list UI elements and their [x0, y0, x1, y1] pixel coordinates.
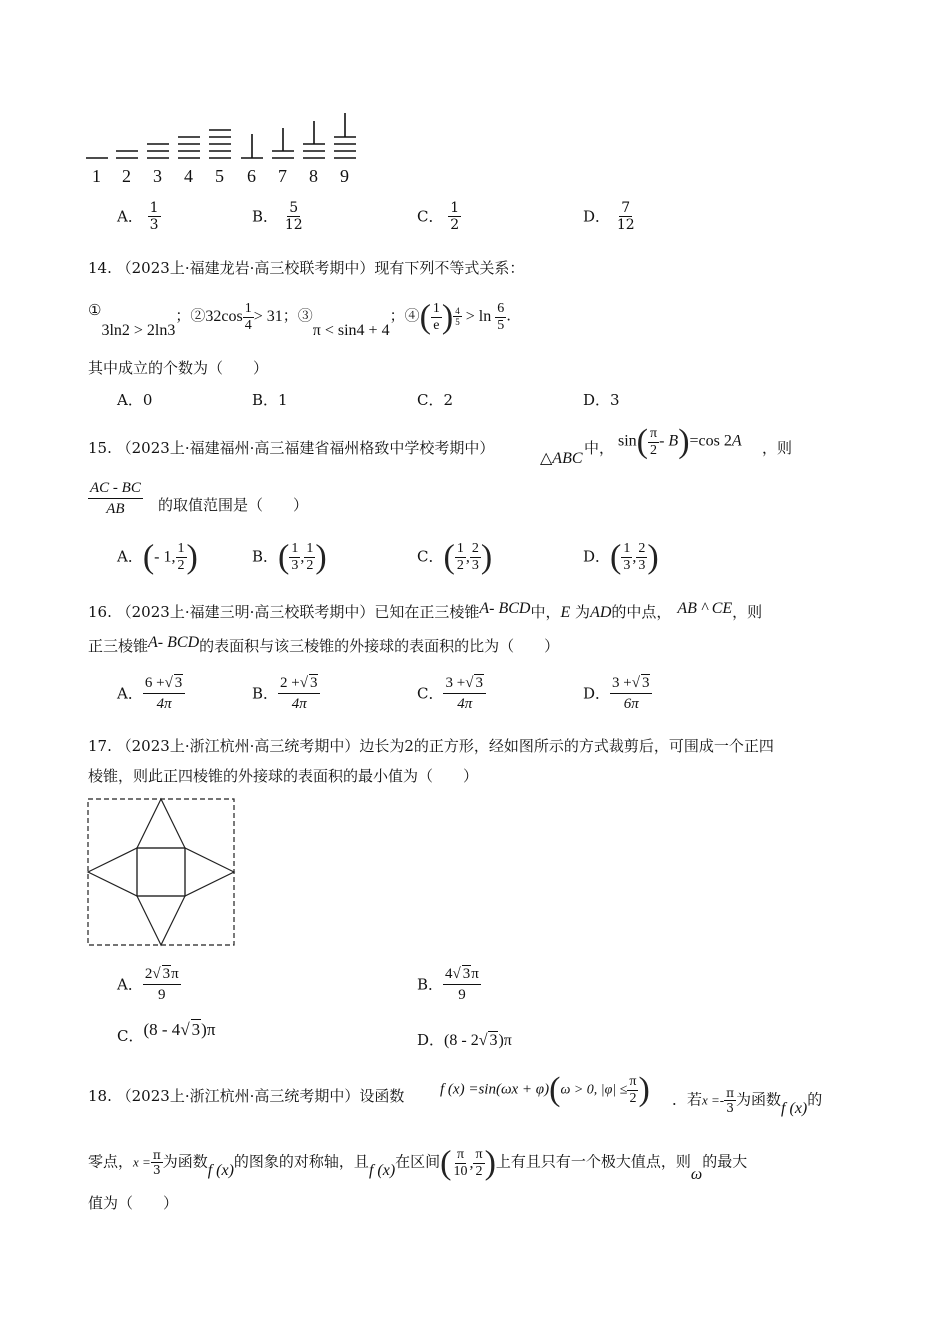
option-value: 1 [278, 391, 288, 409]
paren: ( [142, 538, 155, 575]
question-number: 16. [88, 603, 112, 621]
question-text: （2023上·浙江杭州·高三统考期中）边长为2的正方形，经如图所示的方式裁剪后，可围成一个正四 [116, 737, 774, 755]
comma: , [469, 1154, 474, 1171]
denominator: 4 [244, 317, 252, 333]
rod-label-7: 7 [278, 166, 287, 186]
fraction [724, 1086, 736, 1115]
left-bound: - 1, [154, 548, 176, 565]
fraction [495, 301, 506, 334]
denominator: 4π [457, 696, 473, 712]
q15-then: ，则 [762, 439, 793, 457]
numerator: π [650, 425, 658, 441]
minus-b: - B [659, 432, 679, 450]
q14-stem2: 其中成立的个数为（ ） [88, 359, 269, 377]
denominator: 2 [475, 1163, 483, 1179]
paren: ( [440, 1144, 452, 1181]
paren: ) [678, 423, 690, 460]
interval [440, 1144, 496, 1181]
rod-label-8: 8 [309, 166, 318, 186]
denominator: 3 [291, 557, 299, 573]
numerator: 1 [456, 540, 464, 556]
option-letter: B． [252, 547, 279, 566]
option-value: 2 [443, 391, 454, 409]
interval [443, 538, 493, 575]
q15-option-d[interactable] [583, 540, 659, 574]
text: ．若 [672, 1090, 703, 1109]
fraction [636, 541, 647, 574]
numerator: 2 +√ 3 [278, 673, 320, 694]
expr-4 [419, 298, 507, 335]
option-letter: D． [583, 684, 611, 703]
expr-3: π < sin4 + 4 [312, 321, 390, 339]
paren: ) [441, 298, 454, 335]
period: . [506, 306, 511, 325]
option-letter: C． [417, 391, 444, 409]
pyramid-name: A- BCD [148, 634, 200, 651]
fraction [88, 478, 143, 519]
option-letter: D． [583, 391, 611, 409]
denominator: 2 [650, 442, 658, 458]
expr-a: (8 - 2 [444, 1032, 479, 1049]
q15-fraction [88, 478, 143, 519]
expr-a: (8 - 4 [143, 1020, 181, 1039]
denominator: 10 [453, 1163, 468, 1179]
interval [610, 538, 659, 575]
text: 上有且只有一个极大值点，则 [495, 1152, 691, 1171]
denominator: 3 [471, 557, 479, 573]
numerator: 3 +√ 3 [610, 673, 652, 694]
numerator: 5 [289, 200, 299, 216]
separator: ；④ [389, 306, 420, 325]
denominator: 4π [291, 696, 307, 712]
numerator: 1 [244, 300, 252, 316]
num-a: 2 + [280, 675, 300, 691]
fraction [151, 1148, 163, 1177]
question-source: （2023上·福建龙岩·高三校联考期中）现有下列不等式关系： [116, 259, 525, 277]
expression: (8 - 2√ 3)π [444, 1032, 512, 1049]
rod-label-6: 6 [247, 166, 256, 186]
x-value: x = [133, 1154, 151, 1170]
fraction [627, 1074, 638, 1107]
fraction [443, 964, 481, 1005]
rod-label-9: 9 [340, 166, 349, 186]
num-a: 4 [445, 966, 453, 982]
text: 中， [530, 603, 561, 621]
question-source: （2023上·浙江杭州·高三统考期中）设函数 [116, 1087, 405, 1105]
radicand: 3 [309, 675, 318, 691]
num-a: 3 + [445, 675, 466, 691]
denominator: 3 [726, 1101, 734, 1115]
num-b: π [171, 966, 179, 982]
text: 的最大 [702, 1152, 748, 1171]
option-letter: D． [583, 207, 611, 226]
paren: ) [484, 1144, 496, 1181]
text: 为 [575, 603, 591, 621]
comma: , [632, 548, 637, 565]
interval [278, 538, 327, 575]
q17-option-c[interactable] [117, 1020, 216, 1046]
function-def: f (x) =sin(ωx + φ) [440, 1081, 550, 1098]
fraction [148, 200, 161, 233]
fraction [443, 673, 485, 714]
q17-option-d[interactable] [417, 1030, 512, 1051]
q13-option-d[interactable] [583, 200, 637, 233]
denominator: 12 [284, 217, 303, 233]
denominator: 2 [450, 217, 460, 233]
option-letter: A． [117, 684, 143, 703]
num-b: π [471, 966, 479, 982]
q14-option-d[interactable] [583, 390, 620, 410]
expression: (8 - 4√ 3)π [143, 1020, 216, 1039]
q14-stem [88, 258, 524, 278]
fraction [615, 200, 637, 233]
condition: ω > 0, |φ| ≤ [560, 1082, 628, 1098]
denominator: 12 [616, 217, 635, 233]
option-letter: C． [417, 207, 444, 226]
rod-label-1: 1 [92, 166, 101, 186]
text: 为函数 [736, 1090, 782, 1109]
option-letter: D． [583, 547, 611, 566]
q18-line3: 值为（ ） [88, 1194, 179, 1212]
numerator: 1 [450, 200, 460, 216]
paren: ( [443, 538, 455, 575]
paren: ) [647, 538, 659, 575]
paren: ) [480, 538, 493, 575]
q16-option-c[interactable] [417, 673, 486, 714]
numerator: π [726, 1086, 735, 1100]
question-number: 18. [88, 1087, 112, 1105]
question-source: （2023上·福建三明·高三校联考期中）已知在正三棱锥 [116, 603, 480, 621]
denominator: 6π [623, 696, 639, 712]
q17-option-b[interactable] [417, 964, 481, 1005]
numerator: 1 [291, 540, 299, 556]
text: ，则 [732, 603, 763, 621]
fraction [176, 541, 187, 574]
option-letter: B． [252, 684, 279, 703]
denominator: 4π [156, 696, 172, 712]
paren: ( [636, 423, 648, 460]
q13-option-b[interactable] [252, 200, 305, 233]
q15-stem [88, 438, 494, 458]
comma: , [300, 548, 305, 565]
option-letter: A． [117, 207, 143, 226]
q17-stem [88, 736, 774, 756]
q14-option-b[interactable] [252, 390, 288, 410]
denominator: 9 [458, 987, 466, 1003]
q14-inequalities [88, 298, 511, 339]
numerator: 2 [638, 540, 646, 556]
denominator: 9 [158, 987, 166, 1003]
q15-equation [618, 425, 742, 459]
numerator: 4 [455, 306, 460, 317]
segment-ad: AD [590, 604, 612, 621]
text: 正三棱锥 [88, 637, 149, 655]
numerator: 1 [623, 540, 631, 556]
denominator: e [433, 317, 440, 333]
q16-line2 [88, 636, 559, 657]
point-e: E [560, 604, 571, 621]
q14-option-a[interactable] [117, 390, 152, 410]
num-a: 3 + [612, 675, 632, 691]
numerator: 1 [432, 300, 440, 316]
rod-label-4: 4 [184, 166, 193, 186]
text: 在区间 [395, 1152, 441, 1171]
q15-option-c[interactable] [417, 540, 492, 574]
q15-mid: 中， [584, 439, 615, 457]
q18-stem [88, 1086, 404, 1106]
fraction [621, 541, 632, 574]
radicand: 3 [162, 966, 171, 982]
expr-4-b: > ln [465, 307, 492, 325]
omega: ω [690, 1165, 703, 1183]
numerator: 1 [177, 540, 185, 556]
fraction [451, 1147, 469, 1180]
numerator: 3 +√ 3 [443, 673, 485, 694]
denominator: 3 [149, 217, 159, 233]
denominator: 3 [623, 557, 631, 573]
paren: ( [549, 1071, 561, 1108]
expr-1: 3ln2 > 2ln3 [101, 321, 176, 339]
fx: f (x) [781, 1099, 808, 1117]
numerator: 1 [306, 540, 314, 556]
question-number: 15. [88, 439, 112, 457]
denominator: 5 [455, 317, 460, 328]
q17-stem2: 棱锥，则此正四棱锥的外接球的表面积的最小值为（ ） [88, 767, 479, 785]
fraction [243, 301, 254, 334]
radicand: 3 [191, 1020, 201, 1039]
option-letter: B． [417, 975, 444, 994]
expr-2-b: > 31 [253, 307, 283, 325]
q16-option-d[interactable] [583, 673, 652, 714]
q16-option-b[interactable] [252, 673, 320, 714]
denominator: AB [106, 501, 125, 517]
rod-label-2: 2 [122, 166, 131, 186]
option-letter: D． [417, 1031, 445, 1049]
paren: ) [315, 538, 327, 575]
text: 为函数 [162, 1152, 208, 1171]
fraction [610, 673, 652, 714]
option-letter: C． [117, 1027, 144, 1045]
comma: , [465, 548, 470, 565]
radicand: 3 [489, 1032, 498, 1049]
q18-stem-b [672, 1086, 822, 1115]
rod-label-3: 3 [153, 166, 162, 186]
numerator: 7 [621, 200, 631, 216]
option-value: 0 [142, 391, 153, 409]
text: 的表面积与该三棱锥的外接球的表面积的比为（ ） [199, 637, 560, 655]
sin: sin [618, 432, 637, 450]
numerator: AC - BC [88, 478, 143, 499]
fraction [289, 541, 300, 574]
paren: ) [186, 538, 198, 575]
fraction [455, 541, 466, 574]
fraction [283, 200, 305, 233]
q13-option-a[interactable] [117, 200, 161, 233]
option-letter: B． [252, 391, 279, 409]
q18-function [440, 1073, 650, 1107]
expr-2 [205, 300, 283, 333]
fraction [448, 200, 461, 233]
option-letter: A． [117, 975, 143, 994]
fraction [143, 673, 185, 714]
denominator: 2 [306, 557, 314, 573]
x-value: x =- [702, 1092, 725, 1108]
option-letter: C． [417, 547, 444, 566]
radicand: 3 [462, 966, 471, 982]
option-letter: A． [117, 547, 143, 566]
fraction [431, 301, 442, 334]
denominator: 3 [152, 1163, 161, 1178]
option-letter: C． [417, 684, 444, 703]
separator: ；② [175, 306, 206, 325]
radicand: 3 [174, 675, 183, 691]
q17-option-a[interactable] [117, 964, 181, 1005]
denominator: 5 [497, 317, 505, 333]
num-a: 6 + [144, 675, 165, 691]
text: 的中点， [611, 603, 672, 621]
fraction [278, 673, 320, 714]
question-number: 14. [88, 259, 112, 277]
fx: f (x) [368, 1161, 396, 1179]
denominator: 2 [629, 1090, 637, 1106]
q14-option-c[interactable] [417, 390, 453, 410]
text: 的图象的对称轴，且 [233, 1152, 369, 1171]
paren: ( [419, 298, 431, 335]
numerator: π [475, 1146, 483, 1162]
fx: f (x) [207, 1161, 234, 1179]
fraction [470, 541, 481, 574]
numerator: π [456, 1146, 465, 1162]
num-a: 2 [144, 966, 153, 982]
denominator: 2 [177, 557, 185, 573]
q16-stem [88, 602, 762, 623]
q18-line2 [88, 1144, 748, 1183]
interval [142, 538, 198, 575]
pyramid-name: A- BCD [479, 600, 531, 617]
numerator: 4√ 3π [443, 964, 481, 985]
fraction [473, 1147, 484, 1180]
fraction [648, 426, 659, 459]
square-cut-figure [86, 797, 238, 947]
numerator: 2√ 3π [143, 964, 181, 985]
numerator: π [629, 1073, 637, 1089]
paren: ( [278, 538, 290, 575]
question-source: （2023上·福建福州·高三福建省福州格致中学校考期中） [116, 439, 495, 457]
paren: ) [638, 1071, 650, 1108]
exponent [453, 306, 462, 327]
paren: ( [610, 538, 622, 575]
rod-label-5: 5 [215, 166, 224, 186]
question-number: 17. [88, 737, 112, 755]
q15-triangle: △ABC [540, 450, 583, 467]
denominator: 3 [638, 557, 646, 573]
fraction [143, 964, 181, 1005]
denominator: 2 [456, 557, 464, 573]
text: 零点， [88, 1152, 134, 1171]
option-letter: A． [117, 391, 143, 409]
radicand: 3 [475, 675, 483, 691]
fraction [304, 541, 315, 574]
expr-b: )π [201, 1020, 216, 1039]
perp-relation: AB ^ CE [677, 600, 733, 617]
text: 的 [807, 1090, 823, 1109]
option-letter: B． [252, 207, 279, 226]
q15-stem2: 的取值范围是（ ） [158, 496, 309, 514]
equals-cos: =cos 2 [689, 432, 732, 450]
numerator: 6 [497, 300, 505, 316]
numerator: 1 [149, 200, 159, 216]
circle-1: ① [88, 301, 102, 319]
q13-option-c[interactable] [417, 200, 461, 233]
numerator: 6 +√ 3 [143, 673, 185, 694]
radicand: 3 [641, 675, 650, 691]
expr-2-a: 32cos [205, 307, 243, 325]
q15-option-b[interactable] [252, 540, 327, 574]
q16-option-a[interactable] [117, 673, 185, 714]
expr-b: )π [498, 1032, 512, 1049]
option-value: 3 [610, 391, 620, 409]
angle-a: A [731, 432, 742, 450]
q15-option-a[interactable] [117, 540, 198, 574]
separator: ；③ [282, 306, 313, 325]
rod-numeral-figure [80, 108, 370, 160]
numerator: 2 [471, 540, 479, 556]
numerator: π [152, 1148, 161, 1163]
